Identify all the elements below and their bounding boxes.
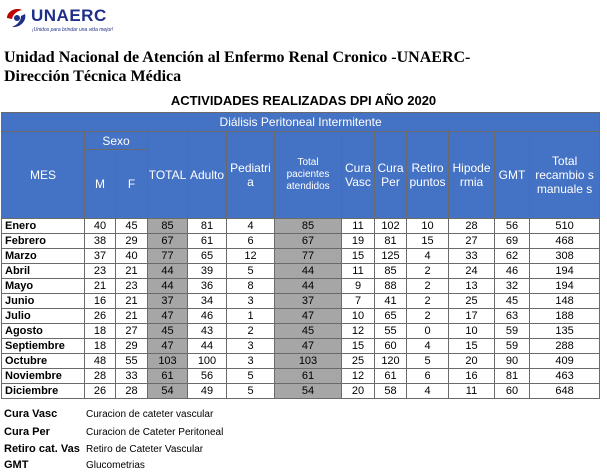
cell-total: 47 — [148, 309, 188, 324]
cell-recambios: 194 — [530, 264, 600, 279]
cell-hipodermia: 33 — [449, 249, 495, 264]
cell-total: 67 — [148, 234, 188, 249]
cell-pediatria: 8 — [227, 279, 275, 294]
cell-cura-per: 81 — [375, 234, 407, 249]
cell-adulto: 61 — [188, 234, 227, 249]
logo-tagline: ¡Unidos para brindar una vida mejor! — [32, 27, 114, 33]
cell-pediatria: 4 — [227, 219, 275, 234]
cell-mes: Julio — [2, 309, 85, 324]
cell-cura-per: 102 — [375, 219, 407, 234]
cell-adulto: 65 — [188, 249, 227, 264]
cell-gmt: 59 — [495, 339, 530, 354]
cell-pediatria: 1 — [227, 309, 275, 324]
table-row — [2, 309, 600, 324]
legend-value: Retiro de Cateter Vascular — [86, 444, 204, 455]
col-header-pediatria: Pediatri a — [227, 132, 275, 219]
table-row — [2, 219, 600, 234]
cell-total-pac: 61 — [275, 369, 342, 384]
cell-total-pac: 85 — [275, 219, 342, 234]
cell-cura-vasc: 15 — [342, 339, 375, 354]
cell-pediatria: 3 — [227, 354, 275, 369]
cell-cura-vasc: 20 — [342, 384, 375, 399]
cell-m: 16 — [85, 294, 116, 309]
cell-recambios: 468 — [530, 234, 600, 249]
cell-mes: Diciembre — [2, 384, 85, 399]
table-row — [2, 339, 600, 354]
cell-m: 23 — [85, 264, 116, 279]
cell-f: 55 — [116, 354, 148, 369]
cell-pediatria: 2 — [227, 324, 275, 339]
legend-item — [4, 443, 203, 455]
cell-recambios: 463 — [530, 369, 600, 384]
cell-total: 45 — [148, 324, 188, 339]
cell-cura-vasc: 25 — [342, 354, 375, 369]
cell-recambios: 188 — [530, 309, 600, 324]
cell-retiro: 2 — [407, 264, 449, 279]
cell-retiro: 2 — [407, 309, 449, 324]
cell-total-pac: 47 — [275, 339, 342, 354]
cell-mes: Septiembre — [2, 339, 85, 354]
cell-f: 27 — [116, 324, 148, 339]
cell-hipodermia: 27 — [449, 234, 495, 249]
cell-gmt: 32 — [495, 279, 530, 294]
table-row — [2, 264, 600, 279]
cell-gmt: 56 — [495, 219, 530, 234]
table-row — [2, 294, 600, 309]
cell-adulto: 43 — [188, 324, 227, 339]
cell-total: 103 — [148, 354, 188, 369]
cell-pediatria: 12 — [227, 249, 275, 264]
cell-cura-per: 85 — [375, 264, 407, 279]
cell-retiro: 0 — [407, 324, 449, 339]
cell-m: 26 — [85, 309, 116, 324]
cell-hipodermia: 17 — [449, 309, 495, 324]
page-subtitle-department: Dirección Técnica Médica — [4, 68, 182, 85]
cell-cura-per: 125 — [375, 249, 407, 264]
cell-mes: Noviembre — [2, 369, 85, 384]
cell-retiro: 4 — [407, 249, 449, 264]
legend-value: Glucometrias — [86, 460, 145, 471]
cell-f: 45 — [116, 219, 148, 234]
cell-mes: Abril — [2, 264, 85, 279]
cell-total-pac: 54 — [275, 384, 342, 399]
cell-cura-vasc: 7 — [342, 294, 375, 309]
cell-cura-vasc: 11 — [342, 264, 375, 279]
cell-cura-vasc: 12 — [342, 324, 375, 339]
cell-total: 44 — [148, 264, 188, 279]
cell-cura-vasc: 12 — [342, 369, 375, 384]
cell-adulto: 100 — [188, 354, 227, 369]
cell-retiro: 2 — [407, 294, 449, 309]
cell-cura-per: 60 — [375, 339, 407, 354]
cell-pediatria: 5 — [227, 264, 275, 279]
cell-pediatria: 6 — [227, 234, 275, 249]
col-header-total-pacientes: Total pacientes atendidos — [275, 132, 342, 219]
cell-pediatria: 5 — [227, 369, 275, 384]
cell-recambios: 409 — [530, 354, 600, 369]
cell-total: 61 — [148, 369, 188, 384]
cell-total: 37 — [148, 294, 188, 309]
cell-f: 29 — [116, 339, 148, 354]
cell-total-pac: 44 — [275, 279, 342, 294]
col-header-m: M — [85, 150, 116, 219]
cell-f: 28 — [116, 384, 148, 399]
cell-retiro: 5 — [407, 354, 449, 369]
legend-key: GMT — [4, 459, 29, 471]
cell-pediatria: 3 — [227, 294, 275, 309]
cell-total-pac: 67 — [275, 234, 342, 249]
cell-retiro: 2 — [407, 279, 449, 294]
cell-f: 29 — [116, 234, 148, 249]
cell-mes: Febrero — [2, 234, 85, 249]
kidney-logo-icon — [4, 6, 28, 30]
col-header-f: F — [116, 150, 148, 219]
cell-mes: Junio — [2, 294, 85, 309]
cell-gmt: 63 — [495, 309, 530, 324]
cell-cura-per: 65 — [375, 309, 407, 324]
legend-key: Cura Per — [4, 426, 50, 438]
col-header-hipodermia: Hipode rmia — [449, 132, 495, 219]
cell-adulto: 44 — [188, 339, 227, 354]
cell-recambios: 648 — [530, 384, 600, 399]
col-header-retiro-puntos: Retiro puntos — [407, 132, 449, 219]
page-title: Unidad Nacional de Atención al Enfermo Renal Cronico -UNAERC- — [4, 49, 471, 66]
cell-adulto: 49 — [188, 384, 227, 399]
cell-gmt: 46 — [495, 264, 530, 279]
cell-cura-per: 55 — [375, 324, 407, 339]
cell-cura-vasc: 10 — [342, 309, 375, 324]
col-header-gmt: GMT — [495, 132, 530, 219]
cell-m: 40 — [85, 219, 116, 234]
cell-gmt: 62 — [495, 249, 530, 264]
cell-gmt: 59 — [495, 324, 530, 339]
cell-adulto: 39 — [188, 264, 227, 279]
cell-mes: Agosto — [2, 324, 85, 339]
cell-mes: Marzo — [2, 249, 85, 264]
col-header-total-recambios: Total recambio s manuale s — [530, 132, 600, 219]
cell-total: 77 — [148, 249, 188, 264]
cell-m: 28 — [85, 369, 116, 384]
cell-m: 37 — [85, 249, 116, 264]
cell-hipodermia: 15 — [449, 339, 495, 354]
cell-recambios: 288 — [530, 339, 600, 354]
legend-item — [4, 408, 213, 420]
cell-mes: Octubre — [2, 354, 85, 369]
cell-cura-vasc: 11 — [342, 219, 375, 234]
cell-gmt: 45 — [495, 294, 530, 309]
cell-total-pac: 37 — [275, 294, 342, 309]
cell-total: 44 — [148, 279, 188, 294]
cell-hipodermia: 28 — [449, 219, 495, 234]
cell-hipodermia: 13 — [449, 279, 495, 294]
table-row — [2, 249, 600, 264]
cell-hipodermia: 24 — [449, 264, 495, 279]
report-title: ACTIVIDADES REALIZADAS DPI AÑO 2020 — [170, 93, 437, 108]
cell-cura-per: 120 — [375, 354, 407, 369]
cell-m: 18 — [85, 339, 116, 354]
cell-retiro: 4 — [407, 384, 449, 399]
activities-table — [1, 112, 600, 399]
cell-m: 21 — [85, 279, 116, 294]
cell-cura-vasc: 15 — [342, 249, 375, 264]
col-header-sexo: Sexo — [85, 132, 148, 150]
cell-hipodermia: 20 — [449, 354, 495, 369]
legend-value: Curacion de Cateter Peritoneal — [86, 427, 224, 438]
col-header-cura-per: Cura Per — [375, 132, 407, 219]
cell-total-pac: 103 — [275, 354, 342, 369]
table-row — [2, 234, 600, 249]
cell-total: 47 — [148, 339, 188, 354]
legend-key: Cura Vasc — [4, 408, 58, 420]
cell-f: 33 — [116, 369, 148, 384]
cell-m: 48 — [85, 354, 116, 369]
cell-mes: Mayo — [2, 279, 85, 294]
cell-total-pac: 47 — [275, 309, 342, 324]
cell-recambios: 148 — [530, 294, 600, 309]
cell-cura-vasc: 19 — [342, 234, 375, 249]
cell-cura-per: 61 — [375, 369, 407, 384]
col-header-mes: MES — [2, 132, 85, 219]
cell-total-pac: 45 — [275, 324, 342, 339]
cell-recambios: 308 — [530, 249, 600, 264]
cell-f: 21 — [116, 294, 148, 309]
table-row — [2, 369, 600, 384]
cell-f: 21 — [116, 309, 148, 324]
cell-gmt: 69 — [495, 234, 530, 249]
legend-key: Retiro cat. Vas — [4, 443, 80, 455]
cell-total-pac: 44 — [275, 264, 342, 279]
cell-m: 38 — [85, 234, 116, 249]
col-header-adulto: Adulto — [188, 132, 227, 219]
cell-pediatria: 5 — [227, 384, 275, 399]
table-row — [2, 354, 600, 369]
cell-pediatria: 3 — [227, 339, 275, 354]
cell-adulto: 56 — [188, 369, 227, 384]
table-row — [2, 279, 600, 294]
cell-f: 21 — [116, 264, 148, 279]
cell-adulto: 36 — [188, 279, 227, 294]
cell-total-pac: 77 — [275, 249, 342, 264]
unaerc-logo — [4, 4, 124, 40]
cell-retiro: 15 — [407, 234, 449, 249]
cell-gmt: 60 — [495, 384, 530, 399]
col-header-total: TOTAL — [148, 132, 188, 219]
cell-recambios: 194 — [530, 279, 600, 294]
cell-recambios: 135 — [530, 324, 600, 339]
table-row — [2, 384, 600, 399]
logo-text: UNAERC — [31, 6, 107, 25]
cell-f: 23 — [116, 279, 148, 294]
cell-hipodermia: 16 — [449, 369, 495, 384]
cell-m: 18 — [85, 324, 116, 339]
cell-cura-per: 58 — [375, 384, 407, 399]
cell-adulto: 46 — [188, 309, 227, 324]
cell-m: 26 — [85, 384, 116, 399]
table-title: Diálisis Peritoneal Intermitente — [2, 113, 600, 132]
cell-adulto: 34 — [188, 294, 227, 309]
cell-cura-per: 41 — [375, 294, 407, 309]
col-header-cura-vasc: Cura Vasc — [342, 132, 375, 219]
cell-f: 40 — [116, 249, 148, 264]
cell-total: 54 — [148, 384, 188, 399]
cell-gmt: 81 — [495, 369, 530, 384]
cell-retiro: 6 — [407, 369, 449, 384]
cell-hipodermia: 11 — [449, 384, 495, 399]
cell-total: 85 — [148, 219, 188, 234]
legend-item — [4, 426, 223, 438]
cell-gmt: 90 — [495, 354, 530, 369]
cell-cura-vasc: 9 — [342, 279, 375, 294]
legend-item — [4, 459, 145, 471]
table-row — [2, 324, 600, 339]
cell-mes: Enero — [2, 219, 85, 234]
legend-value: Curacion de cateter vascular — [86, 409, 214, 420]
cell-hipodermia: 10 — [449, 324, 495, 339]
cell-adulto: 81 — [188, 219, 227, 234]
cell-retiro: 4 — [407, 339, 449, 354]
cell-hipodermia: 25 — [449, 294, 495, 309]
cell-cura-per: 88 — [375, 279, 407, 294]
cell-retiro: 10 — [407, 219, 449, 234]
cell-recambios: 510 — [530, 219, 600, 234]
